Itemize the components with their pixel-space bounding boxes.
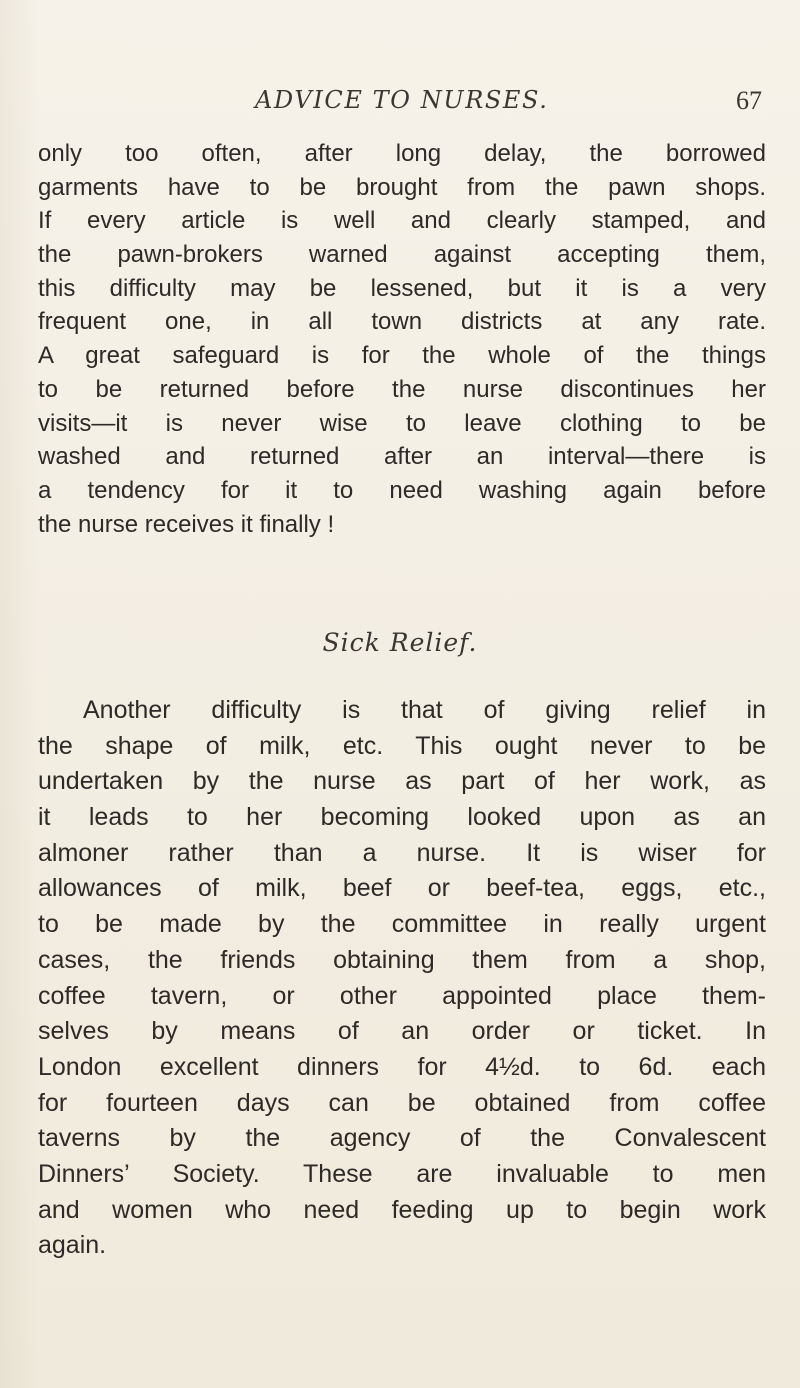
text-line: frequent one, in all town districts at any rate. [38, 308, 766, 336]
text-line: for fourteen days can be obtained from coffee [38, 1088, 766, 1117]
text-line: the pawn-brokers warned against accepting them, [38, 241, 766, 269]
text-line: only too often, after long delay, the borrowed [38, 140, 766, 167]
text-line: again. [38, 1231, 107, 1260]
text-line: almoner rather than a nurse. It is wiser for [38, 838, 766, 867]
text-line: washed and returned after an interval—there is [38, 443, 766, 471]
text-line: and women who need feeding up to begin work [38, 1195, 766, 1224]
text-line: this difficulty may be lessened, but it is a very [38, 274, 766, 302]
text-line: garments have to be brought from the pawn shops. [38, 173, 766, 201]
text-line: allowances of milk, beef or beef-tea, eggs, etc., [38, 874, 766, 903]
text-line: selves by means of an order or ticket. In [38, 1017, 766, 1046]
text-line: the nurse receives it finally ! [38, 510, 335, 538]
text-line: it leads to her becoming looked upon as an [38, 803, 766, 832]
text-line: Dinners’ Society. These are invaluable to men [38, 1159, 766, 1188]
text-line: A great safeguard is for the whole of the things [38, 342, 766, 370]
text-line: coffee tavern, or other appointed place them- [38, 981, 766, 1010]
text-line: the shape of milk, etc. This ought never to be [38, 731, 766, 760]
paragraph-1 [38, 137, 766, 541]
text-line: London excellent dinners for 4½d. to 6d. each [38, 1052, 766, 1081]
text-line: cases, the friends obtaining them from a shop, [38, 945, 766, 974]
paragraph-2 [38, 693, 766, 1264]
section-heading: Sick Relief. [322, 628, 478, 657]
text-line: visits—it is never wise to leave clothing to be [38, 409, 766, 437]
text-line: If every article is well and clearly stamped, and [38, 207, 766, 235]
text-line: to be returned before the nurse discontinues her [38, 375, 766, 403]
running-title: ADVICE TO NURSES. [255, 86, 549, 114]
text-line: to be made by the committee in really urgent [38, 910, 766, 939]
running-head [0, 86, 800, 126]
text-line: taverns by the agency of the Convalescent [38, 1124, 766, 1153]
text-line: undertaken by the nurse as part of her work, as [38, 767, 766, 796]
text-line: a tendency for it to need washing again before [38, 476, 766, 504]
page-number: 67 [736, 86, 762, 115]
text-line: Another difficulty is that of giving relief in [83, 696, 766, 724]
